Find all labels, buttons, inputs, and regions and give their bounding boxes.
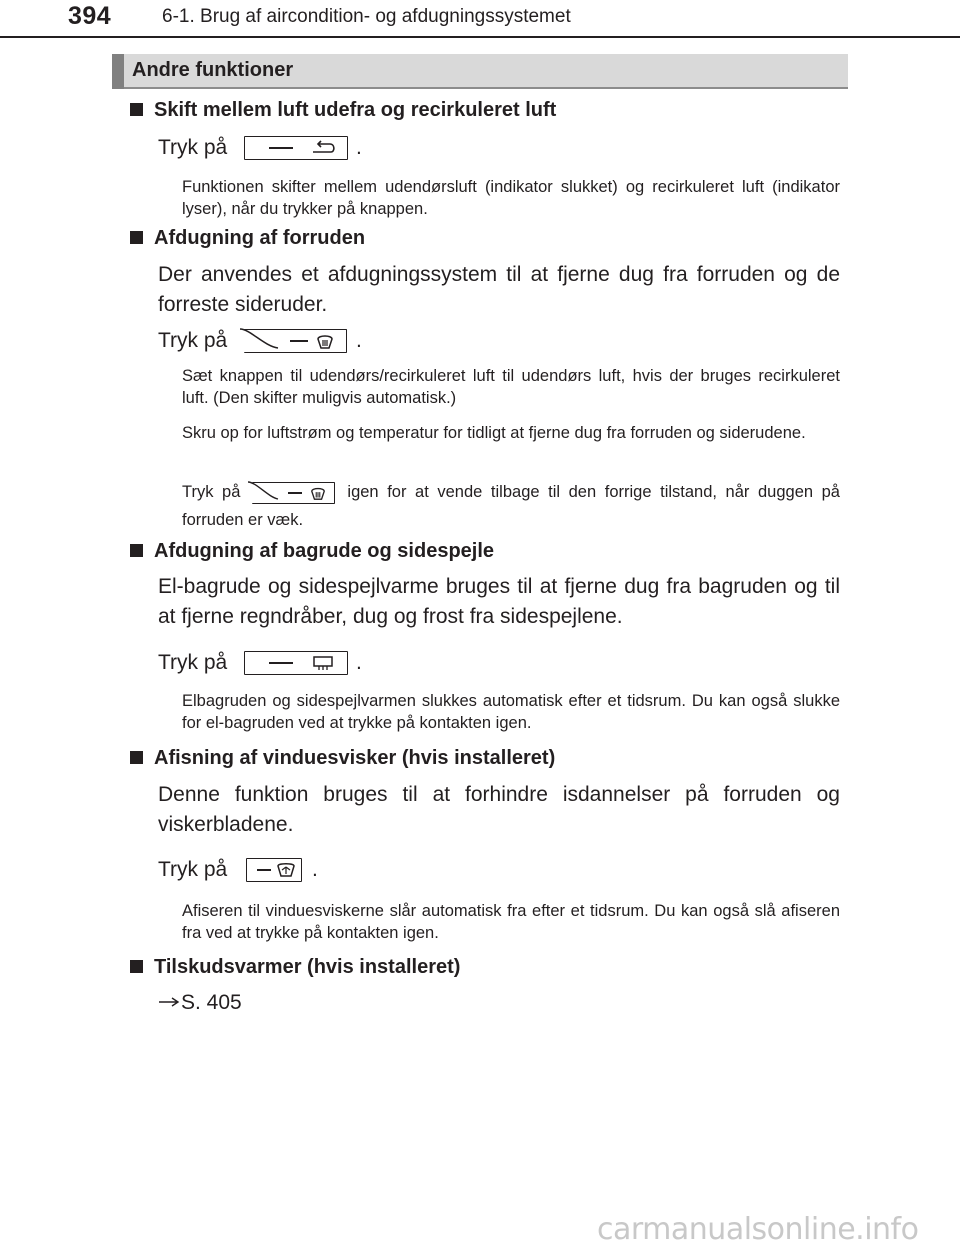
heading-recirculation: [130, 99, 556, 122]
heading-text: Afisning af vinduesvisker (hvis installeret): [154, 747, 556, 769]
heading-front-defroster: [130, 227, 365, 250]
heading-text: Tilskudsvarmer (hvis installeret): [154, 956, 461, 978]
body-front-defroster: Der anvendes et afdugningssystem til at fjerne dug fra forruden og de forreste sideruder.: [158, 263, 840, 316]
heading-text: Afdugning af forruden: [154, 227, 366, 249]
square-bullet-icon: [130, 960, 143, 973]
square-bullet-icon: [130, 231, 143, 244]
note-recirculation: Funktionen skifter mellem udendørsluft (indikator slukket) og recirkuleret luft (indikator lyser), når du trykker på knappen.: [182, 178, 840, 218]
note3-after: igen for at vende tilbage til den forrige tilstand, når duggen på forruden er væk.: [182, 483, 840, 529]
heading-aux-heater: [130, 956, 460, 979]
section-bar-accent: [112, 54, 124, 89]
note-wiper-deicer: Afiseren til vinduesviskerne slår automatisk fra efter et tidsrum. Du kan også slå afiseren fra ved at trykke på kontakten igen.: [182, 902, 840, 942]
press-line-front-defroster: [158, 329, 227, 353]
press-line-rear-defogger: [158, 651, 227, 675]
square-bullet-icon: [130, 544, 143, 557]
press-label: Tryk på: [158, 329, 228, 352]
body-rear-defogger: El-bagrude og sidespejlvarme bruges til at fjerne dug fra bagruden og til at fjerne regndråber, dug og frost fra sidespejlene.: [158, 575, 840, 628]
note-rear-defogger: Elbagruden og sidespejlvarmen slukkes automatisk efter et tidsrum. Du kan også slukke for el-bagruden ved at trykke på kontakten igen.: [182, 692, 840, 732]
indicator-dash: [288, 492, 302, 494]
arrow-right-icon: [158, 996, 180, 1008]
header-rule: [0, 36, 960, 38]
front-defroster-icon: [310, 485, 326, 501]
note-front-defroster-3: [182, 478, 840, 534]
heading-wiper-deicer: [130, 747, 555, 770]
indicator-dash: [257, 869, 271, 871]
note-front-defroster-1: Sæt knappen til udendørs/recirkuleret luft til udendørs luft, hvis der bruges recirkuleret luft. (Den skifter muligvis automatisk.): [182, 367, 840, 407]
wiper-deicer-button[interactable]: [246, 858, 302, 882]
recirculation-button[interactable]: [244, 136, 348, 160]
press-label: Tryk på: [158, 651, 228, 674]
heading-text: Afdugning af bagrude og sidespejle: [154, 540, 495, 562]
button-curve: [248, 481, 280, 501]
press-line-recirculation: [158, 136, 227, 160]
section-bar: [112, 54, 848, 89]
page-number: 394: [68, 2, 112, 30]
front-defroster-icon: [316, 332, 334, 350]
recirculation-icon: [311, 140, 337, 156]
square-bullet-icon: [130, 751, 143, 764]
button-curve: [240, 328, 280, 350]
rear-defogger-icon: [313, 655, 333, 671]
note-front-defroster-2: Skru op for luftstrøm og temperatur for tidligt at fjerne dug fra forruden og siderudene.: [182, 424, 806, 442]
press-label: Tryk på: [158, 136, 228, 159]
period: .: [312, 858, 318, 881]
heading-text: Skift mellem luft udefra og recirkuleret luft: [154, 99, 557, 121]
square-bullet-icon: [130, 103, 143, 116]
page-reference-link[interactable]: [158, 991, 242, 1015]
running-title: 6-1. Brug af aircondition- og afdugningssystemet: [162, 6, 571, 27]
press-line-wiper-deicer: [158, 858, 227, 882]
press-label: Tryk på: [158, 858, 228, 881]
note3-before: Tryk på: [182, 483, 241, 501]
period: .: [356, 651, 362, 674]
indicator-dash: [269, 147, 293, 149]
front-defroster-button[interactable]: [244, 329, 347, 353]
indicator-dash: [269, 662, 293, 664]
period: .: [356, 329, 362, 352]
section-title: Andre funktioner: [132, 59, 294, 81]
wiper-deicer-icon: [277, 862, 295, 878]
front-defroster-button-inline[interactable]: [252, 482, 335, 504]
rear-defogger-button[interactable]: [244, 651, 348, 675]
heading-rear-defogger: [130, 540, 494, 563]
indicator-dash: [290, 340, 308, 342]
page-reference: S. 405: [181, 991, 242, 1014]
period: .: [356, 136, 362, 159]
body-wiper-deicer: Denne funktion bruges til at forhindre isdannelser på forruden og viskerbladene.: [158, 783, 840, 836]
watermark: carmanualsonline.info: [597, 1212, 919, 1247]
